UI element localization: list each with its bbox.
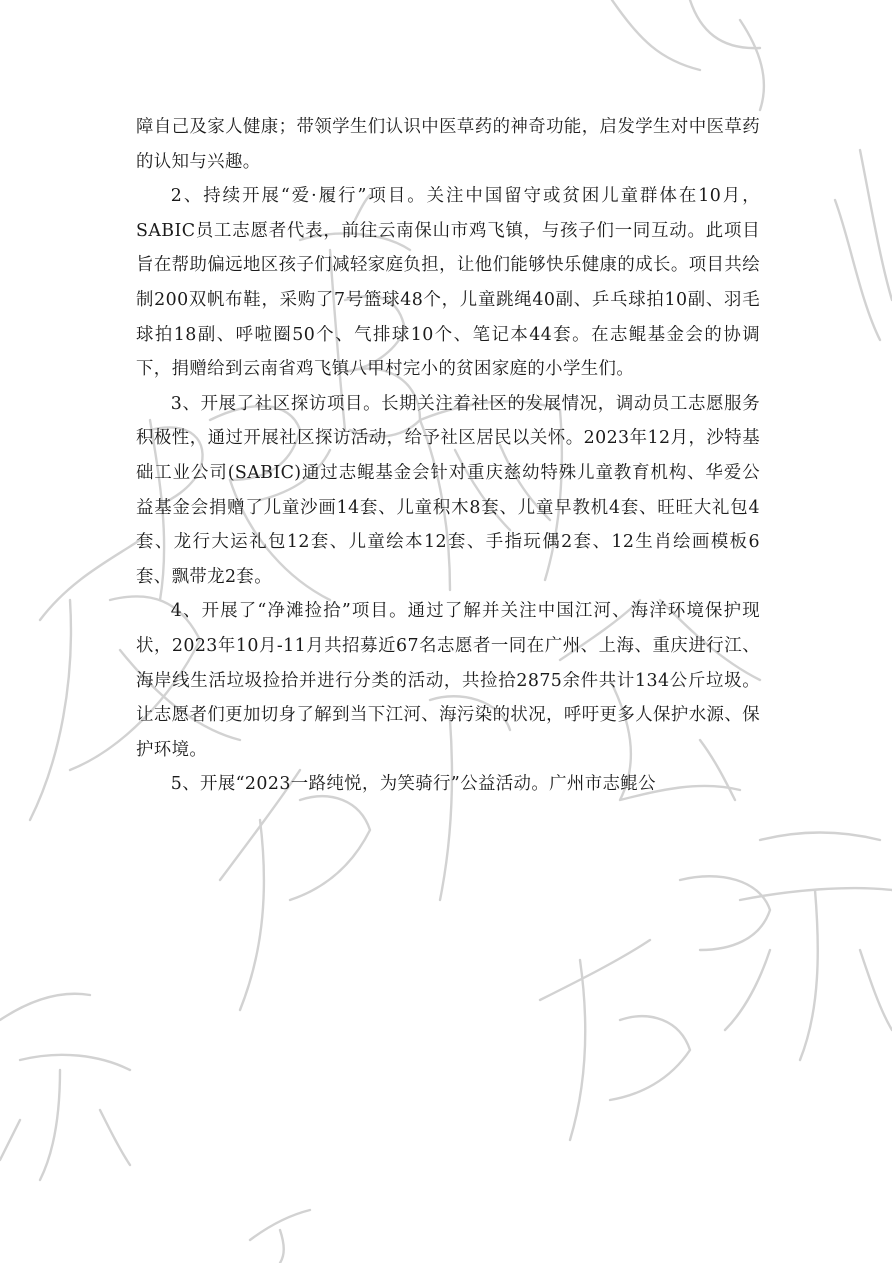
paragraph-item-3: 3、开展了社区探访项目。长期关注着社区的发展情况，调动员工志愿服务积极性，通过开展社区探访活动，给予社区居民以关怀。2023年12月，沙特基础工业公司(SABIC)通过志鲲基金会针对重庆慈幼特殊儿童教育机构、华爱公益基金会捐赠了儿童沙画14套、儿童积木8套、儿童早教机4套、旺旺大礼包4套、龙行大运礼包12套、儿童绘本12套、手指玩偶2套、12生肖绘画模板6套、飘带龙2套。 <box>136 393 760 587</box>
paragraph-continued: 障自己及家人健康；带领学生们认识中医草药的神奇功能，启发学生对中医草药的认知与兴趣。 <box>136 117 760 172</box>
paragraph-item-2: 2、持续开展“爱·履行”项目。关注中国留守或贫困儿童群体在10月，SABIC员工志愿者代表，前往云南保山市鸡飞镇，与孩子们一同互动。此项目旨在帮助偏远地区孩子们减轻家庭负担，让他们能够快乐健康的成长。项目共绘制200双帆布鞋，采购了7号篮球48个，儿童跳绳40副、乒乓球拍10副、羽毛球拍18副、呼啦圈50个、气排球10个、笔记本44套。在志鲲基金会的协调下，捐赠给到云南省鸡飞镇八甲村完小的贫困家庭的小学生们。 <box>136 186 760 380</box>
document-body <box>136 110 760 802</box>
paragraph-item-5: 5、开展“2023一路纯悦，为笑骑行”公益活动。广州市志鲲公 <box>170 774 656 795</box>
paragraph-item-4: 4、开展了“净滩捡拾”项目。通过了解并关注中国江河、海洋环境保护现状，2023年10月-11月共招募近67名志愿者一同在广州、上海、重庆进行江、海岸线生活垃圾捡拾并进行分类的活动，共捡拾2875余件共计134公斤垃圾。让志愿者们更加切身了解到当下江河、海污染的状况，呼吁更多人保护水源、保护环境。 <box>136 601 760 760</box>
